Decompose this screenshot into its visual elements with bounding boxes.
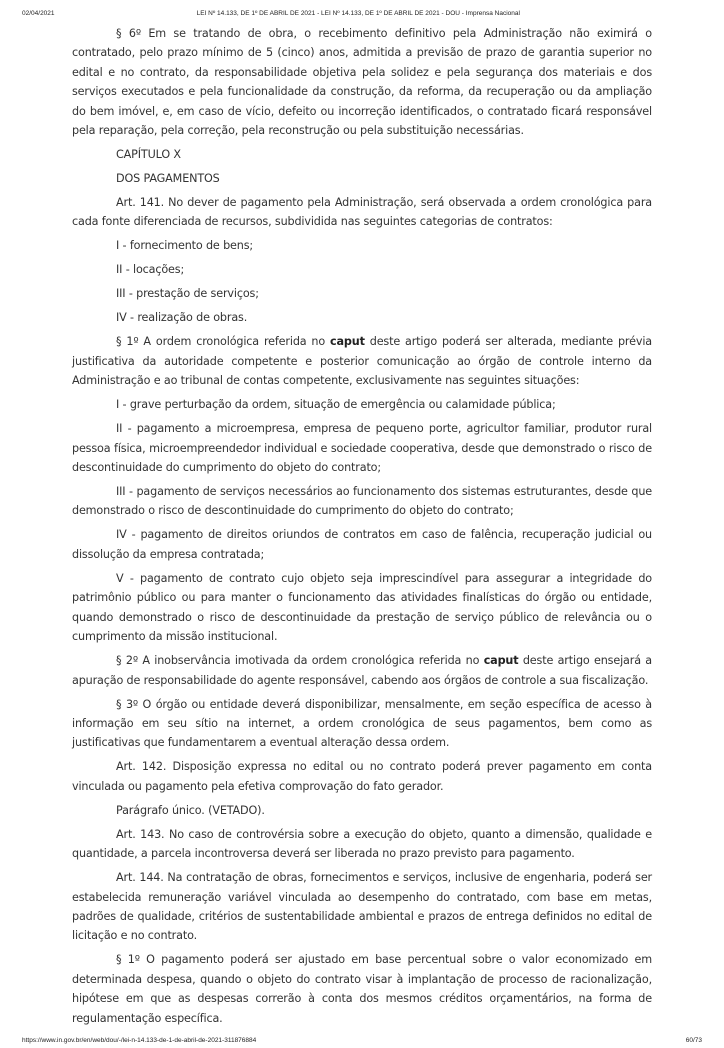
list-item: III - pagamento de serviços necessários ao funcionamento dos sistemas estruturantes, desde que demonstrado o risco de descontinuidade do cumprimento do objeto do contrato; xyxy=(72,485,652,518)
chapter-title: DOS PAGAMENTOS xyxy=(116,172,220,186)
text-segment: deste artigo poderá ser alterada, mediante prévia justificativa da autoridade competente e posterior comunicação ao órgão de controle interno da Administração e ao tribunal de contas competente, exclusivamente nas seguintes situações: xyxy=(72,335,652,388)
list-item: IV - pagamento de direitos oriundos de contratos em caso de falência, recuperação judicial ou dissolução da empresa contratada; xyxy=(72,528,652,561)
print-date: 02/04/2021 xyxy=(22,9,55,17)
text-segment: § 2º A inobservância imotivada da ordem cronológica referida no xyxy=(116,654,480,668)
list-item: I - fornecimento de bens; xyxy=(116,239,253,253)
document-body xyxy=(72,24,652,1028)
print-header xyxy=(0,6,724,20)
list-item: I - grave perturbação da ordem, situação de emergência ou calamidade pública; xyxy=(116,398,556,412)
caput-term: caput xyxy=(330,335,365,349)
article-141-paragraph-2 xyxy=(72,651,652,690)
article-144: Art. 144. Na contratação de obras, fornecimentos e serviços, inclusive de engenharia, poderá ser estabelecida remuneração variável vinculada ao desempenho do contratado, com base em metas, padrões de qualidade, critérios de sustentabilidade ambiental e prazos de entrega definidos no edital de licitação e no contrato. xyxy=(72,871,652,943)
print-title: LEI Nº 14.133, DE 1º DE ABRIL DE 2021 - LEI Nº 14.133, DE 1º DE ABRIL DE 2021 - DOU - Imprensa Nacional xyxy=(196,9,520,17)
print-url: https://www.in.gov.br/en/web/dou/-/lei-n-14.133-de-1-de-abril-de-2021-311876884 xyxy=(22,1037,257,1045)
article-144-paragraph-1: § 1º O pagamento poderá ser ajustado em base percentual sobre o valor economizado em determinada despesa, quando o objeto do contrato visar à implantação de processo de racionalização, hipótese em que as despesas correrão à conta dos mesmos créditos orçamentários, na forma de regulamentação específica. xyxy=(72,953,652,1025)
caput-term: caput xyxy=(483,654,519,668)
list-item: V - pagamento de contrato cujo objeto seja imprescindível para assegurar a integridade do patrimônio público ou para manter o funcionamento das atividades finalísticas do órgão ou entidade, quando demonstrado o risco de descontinuidade da prestação de serviço público de relevância ou o cumprimento da missão institucional. xyxy=(72,571,652,644)
list-item: II - pagamento a microempresa, empresa de pequeno porte, agricultor familiar, produtor rural pessoa física, microempreendedor individual e sociedade cooperativa, desde que demonstrado o risco de descontinuidade do cumprimento do objeto do contrato; xyxy=(72,422,652,475)
page-number: 60/73 xyxy=(685,1037,702,1045)
text-segment: deste artigo ensejará a apuração de responsabilidade do agente responsável, cabendo aos órgãos de controle a sua fiscalização. xyxy=(72,654,653,687)
chapter-heading: CAPÍTULO X xyxy=(116,148,181,162)
list-item: IV - realização de obras. xyxy=(116,311,248,325)
article-142: Art. 142. Disposição expressa no edital ou no contrato poderá prever pagamento em conta vinculada ou pagamento pela efetiva comprovação do fato gerador. xyxy=(72,760,652,793)
text-segment: § 1º A ordem cronológica referida no xyxy=(116,335,326,349)
list-item: II - locações; xyxy=(116,263,185,277)
print-footer xyxy=(0,1034,724,1048)
paragraph-6: § 6º Em se tratando de obra, o recebimento definitivo pela Administração não eximirá o contratado, pelo prazo mínimo de 5 (cinco) anos, admitida a previsão de prazo de garantia superior no edital e no contrato, da responsabilidade objetiva pela solidez e pela segurança dos materiais e dos serviços executados e pela funcionalidade da construção, da reforma, da recuperação ou da ampliação do bem imóvel, e, em caso de vício, defeito ou incorreção identificados, o contratado ficará responsável pela reparação, pela correção, pela reconstrução ou pela substituição necessárias. xyxy=(72,27,652,138)
article-141-paragraph-3: § 3º O órgão ou entidade deverá disponibilizar, mensalmente, em seção específica de acesso à informação em seu sítio na internet, a ordem cronológica de seus pagamentos, bem como as justificativas que fundamentarem a eventual alteração dessa ordem. xyxy=(72,697,652,750)
list-item: III - prestação de serviços; xyxy=(116,287,259,301)
article-143: Art. 143. No caso de controvérsia sobre a execução do objeto, quanto a dimensão, qualidade e quantidade, a parcela incontroversa deverá ser liberada no prazo previsto para pagamento. xyxy=(72,827,652,861)
article-141: Art. 141. No dever de pagamento pela Administração, será observada a ordem cronológica para cada fonte diferenciada de recursos, subdividida nas seguintes categorias de contratos: xyxy=(72,196,652,229)
article-141-paragraph-1 xyxy=(72,332,652,390)
article-142-sole-paragraph: Parágrafo único. (VETADO). xyxy=(116,803,265,817)
